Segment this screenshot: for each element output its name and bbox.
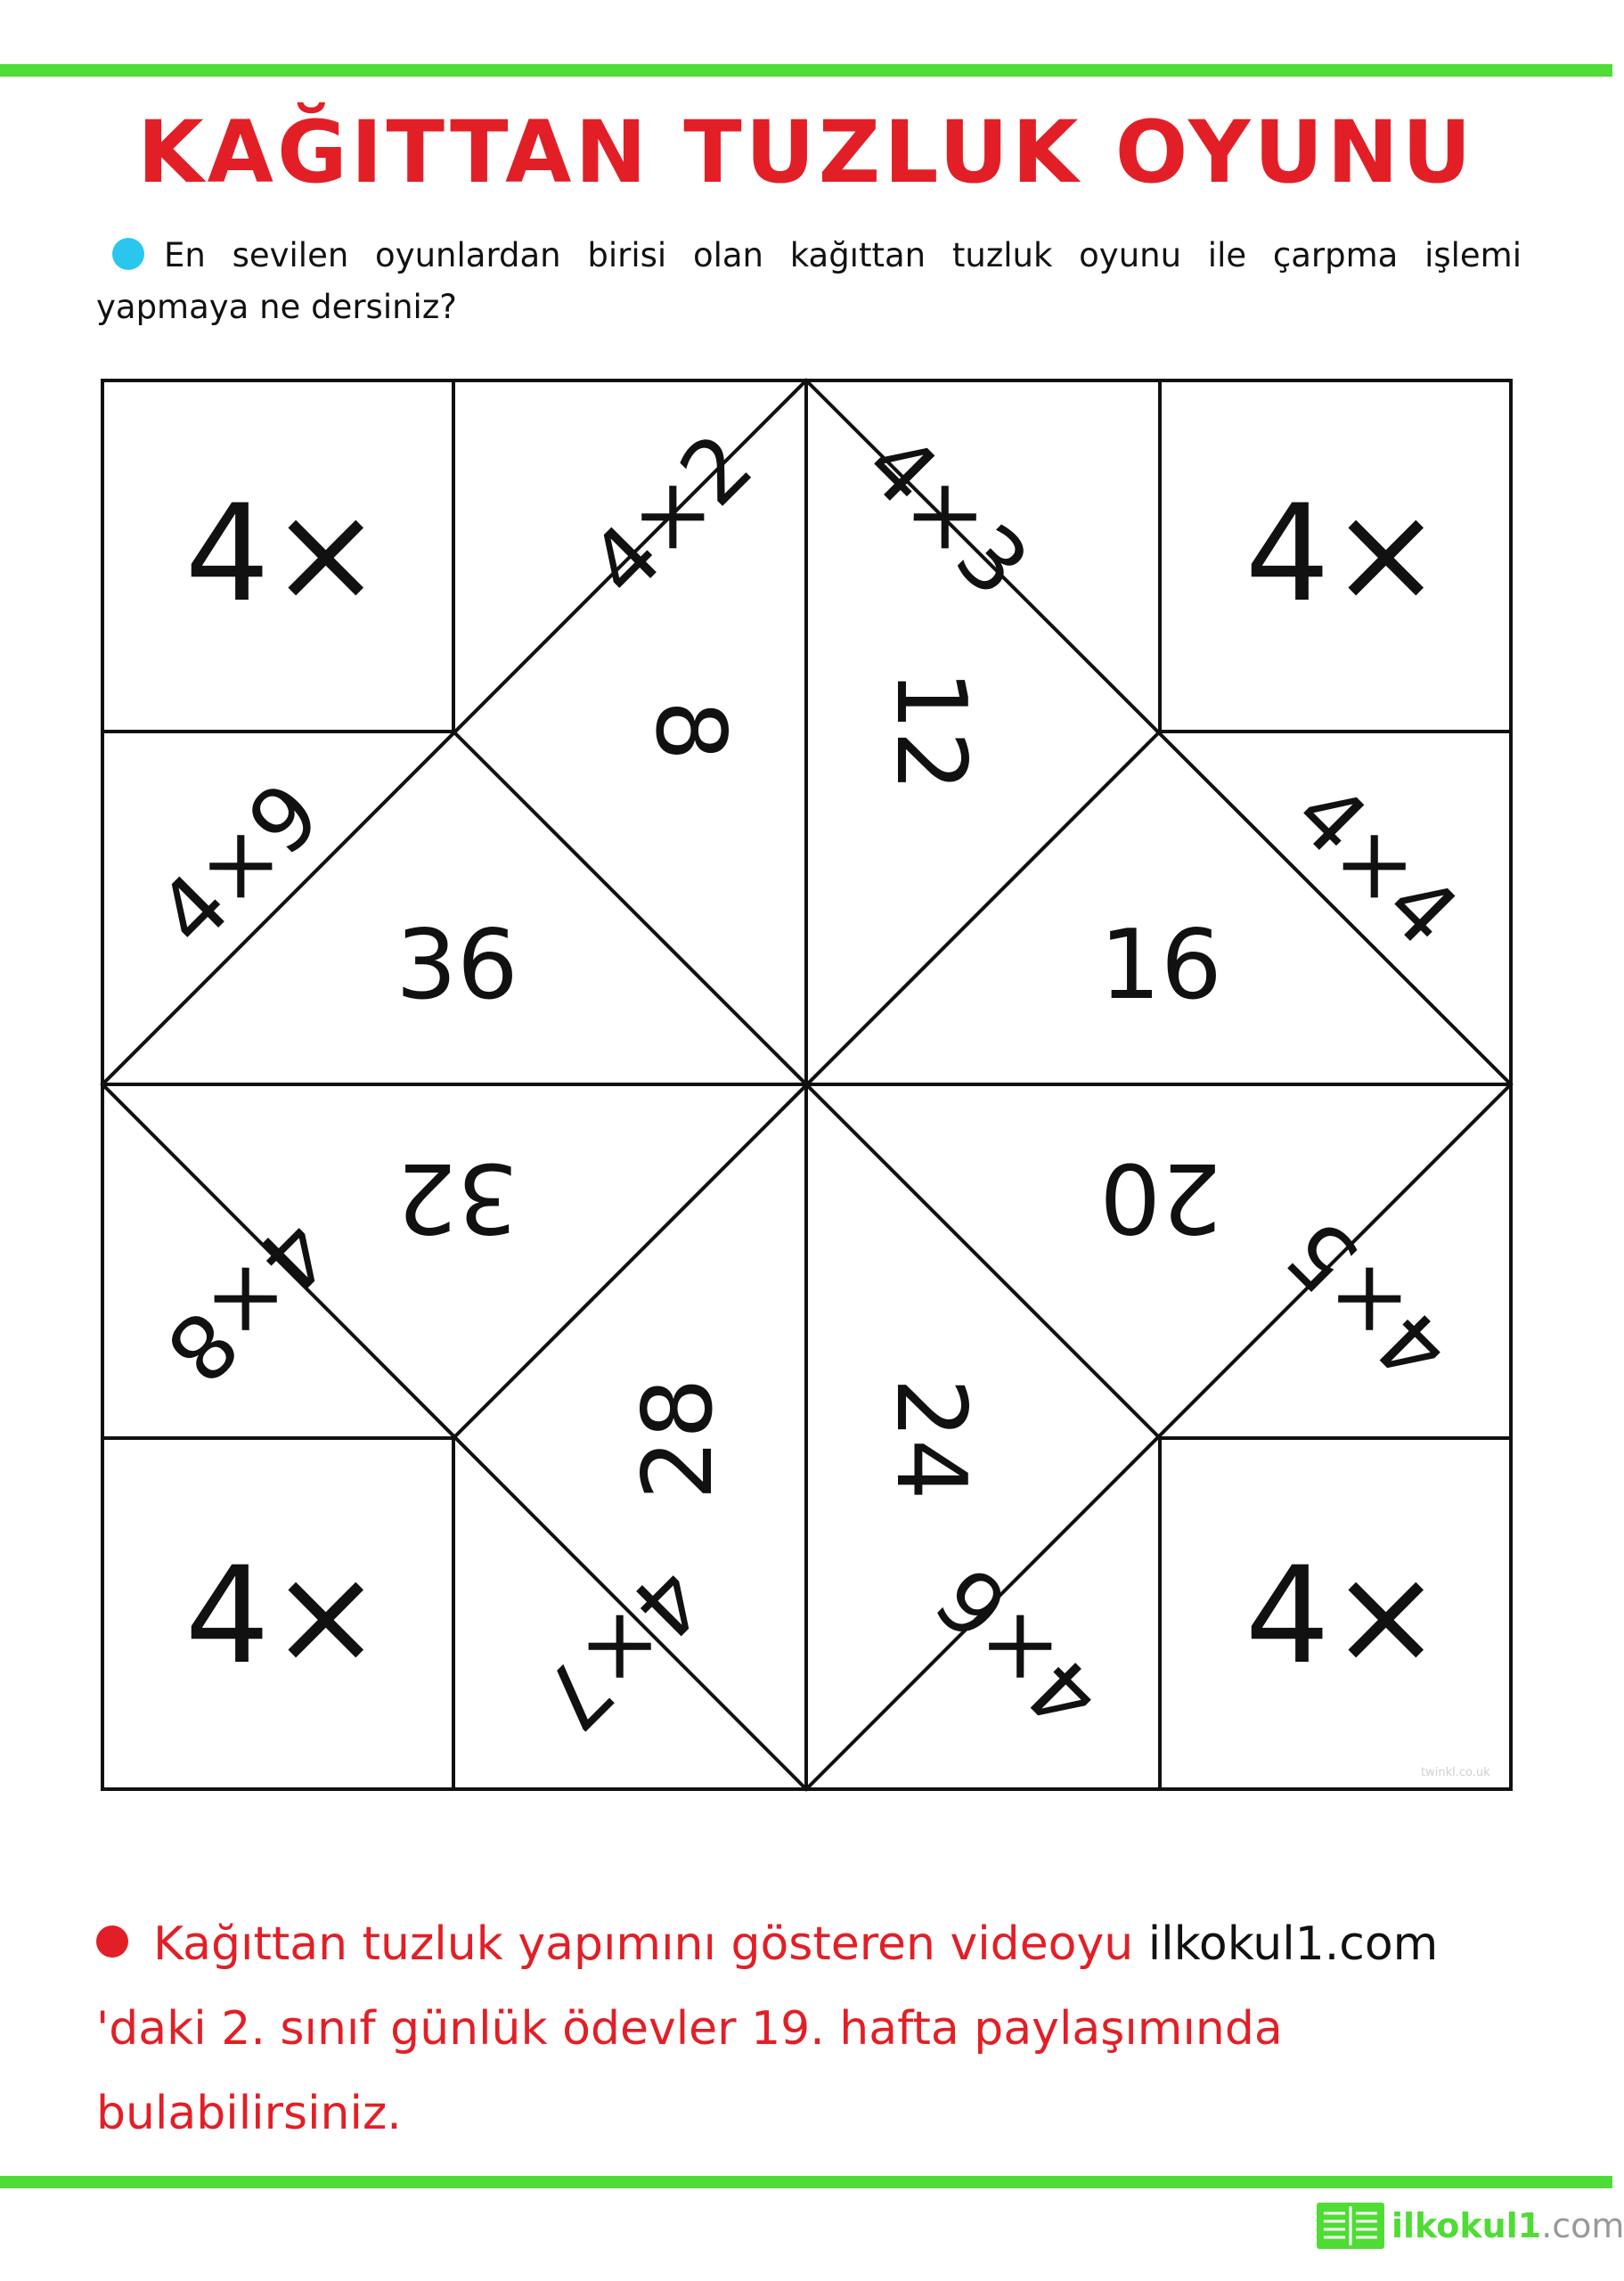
- answer-28: 28: [622, 1378, 734, 1500]
- brand-name: ilkokul1.com: [1391, 2206, 1624, 2245]
- answer-36: 36: [396, 909, 518, 1021]
- answer-20: 20: [1099, 1141, 1222, 1254]
- answer-24: 24: [875, 1378, 987, 1500]
- footer-note: [96, 1902, 1522, 2156]
- intro-paragraph: [96, 230, 1522, 333]
- red-bullet-icon: [96, 1925, 128, 1958]
- corner-top-left: 4×: [184, 477, 382, 632]
- corner-bottom-right: 4×: [1245, 1539, 1442, 1694]
- flap-4x5: 4×5: [1267, 1198, 1470, 1402]
- cyan-bullet-icon: [112, 238, 144, 270]
- fortune-teller-board: [101, 379, 1513, 1791]
- answer-32: 32: [396, 1141, 518, 1254]
- site-link[interactable]: ilkokul1.com: [1147, 1917, 1439, 1971]
- flap-4x2: 4×2: [570, 414, 773, 617]
- intro-text: En sevilen oyunlardan birisi olan kağıttan tuzluk oyunu ile çarpma işlemi yapmaya ne dersiniz?: [96, 236, 1522, 326]
- twinkl-watermark: twinkl.co.uk: [1421, 1766, 1490, 1779]
- flap-4x6: 4×6: [918, 1546, 1121, 1749]
- corner-bottom-left: 4×: [184, 1539, 382, 1694]
- flap-4x7: 4×7: [519, 1546, 722, 1749]
- flap-4x3: 4×3: [845, 414, 1048, 617]
- flap-4x8: 4×8: [145, 1198, 348, 1402]
- answer-8: 8: [634, 699, 747, 762]
- footer-text-before: Kağıttan tuzluk yapımını gösteren videoyu: [153, 1917, 1134, 1971]
- answer-16: 16: [1099, 909, 1222, 1021]
- corner-top-right: 4×: [1245, 477, 1442, 632]
- flap-4x9: 4×9: [138, 764, 341, 967]
- footer-text-after: 'daki 2. sınıf günlük ödevler 19. hafta paylaşımında bulabilirsiniz.: [96, 2002, 1283, 2140]
- brand-logo: [1315, 2190, 1624, 2261]
- page-title: KAĞITTAN TUZLUK OYUNU: [137, 102, 1475, 202]
- answer-12: 12: [875, 669, 987, 792]
- top-divider: [0, 64, 1612, 77]
- open-book-icon: [1315, 2199, 1386, 2252]
- flap-4x4: 4×4: [1274, 764, 1477, 967]
- bottom-divider: [0, 2176, 1612, 2188]
